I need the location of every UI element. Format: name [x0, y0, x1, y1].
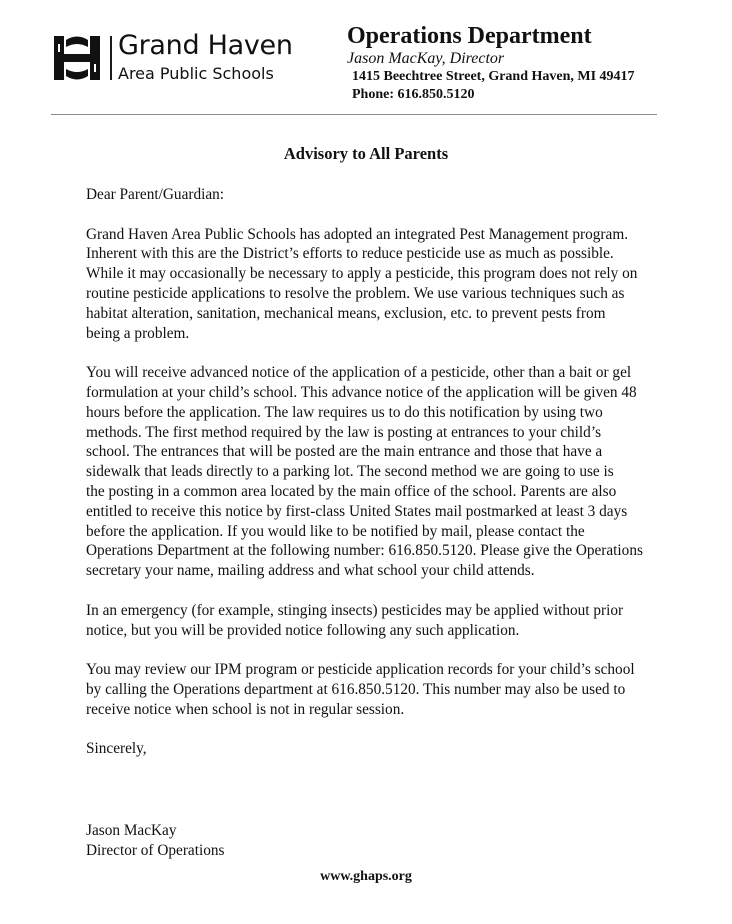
department-address: 1415 Beechtree Street, Grand Haven, MI 49417	[352, 69, 635, 84]
text-line: You will receive advanced notice of the application of a pesticide, other than a bait or gel	[86, 364, 632, 382]
paragraph-1	[86, 225, 676, 344]
gh-monogram-icon	[52, 34, 102, 82]
org-name: Grand Haven	[118, 30, 293, 61]
org-subname: Area Public Schools	[118, 64, 274, 83]
paragraph-2	[86, 363, 676, 581]
district-logo	[52, 30, 297, 90]
closing: Sincerely,	[86, 740, 147, 758]
text-line: Inherent with this are the District’s efforts to reduce pesticide use as much as possible.	[86, 245, 614, 263]
text-line: Operations Department at the following number: 616.850.5120. Please give the Operations	[86, 542, 643, 560]
department-director: Jason MacKay, Director	[347, 50, 505, 67]
department-block	[347, 22, 677, 104]
paragraph-3	[86, 601, 676, 641]
department-title: Operations Department	[347, 23, 592, 49]
signature-block	[86, 821, 224, 861]
department-phone: Phone: 616.850.5120	[352, 87, 475, 102]
text-line: secretary your name, mailing address and what school your child attends.	[86, 562, 535, 580]
header-divider	[51, 114, 657, 115]
website-link[interactable]: www.ghaps.org	[320, 869, 412, 884]
salutation: Dear Parent/Guardian:	[86, 186, 225, 203]
text-line: hours before the application. The law requires us to do this notification by using two	[86, 403, 603, 421]
letter-body	[86, 185, 676, 779]
paragraph-4	[86, 660, 676, 719]
text-line: being a problem.	[86, 324, 190, 342]
text-line: receive notice when school is not in regular session.	[86, 700, 405, 718]
footer	[0, 869, 732, 885]
text-line: entitled to receive this notice by first-class United States mail postmarked at least 3 days	[86, 502, 628, 520]
text-line: You may review our IPM program or pesticide application records for your child’s school	[86, 661, 635, 679]
text-line: notice, but you will be provided notice following any such application.	[86, 621, 520, 639]
text-line: by calling the Operations department at 616.850.5120. This number may also be used to	[86, 680, 626, 698]
document-title: Advisory to All Parents	[283, 144, 449, 163]
text-line: Grand Haven Area Public Schools has adopted an integrated Pest Management program.	[86, 225, 629, 243]
text-line: sidewalk that leads directly to a parking lot. The second method we are going to use is	[86, 463, 614, 481]
text-line: habitat alteration, sanitation, mechanical means, exclusion, etc. to prevent pests from	[86, 304, 606, 322]
text-line: formulation at your child’s school. This advance notice of the application will be given 48	[86, 383, 637, 401]
text-line: routine pesticide applications to resolve the problem. We use various techniques such as	[86, 284, 625, 302]
text-line: While it may occasionally be necessary to apply a pesticide, this program does not rely on	[86, 265, 638, 283]
text-line: school. The entrances that will be posted are the main entrance and those that have a	[86, 443, 603, 461]
signature-title: Director of Operations	[86, 841, 225, 859]
text-line: In an emergency (for example, stinging insects) pesticides may be applied without prior	[86, 601, 624, 619]
text-line: before the application. If you would like to be notified by mail, please contact the	[86, 522, 585, 540]
logo-divider	[110, 36, 112, 80]
signature-name: Jason MacKay	[86, 822, 177, 839]
text-line: methods. The first method required by the law is posting at entrances to your child’s	[86, 423, 602, 441]
text-line: the posting in a common area located by the main office of the school. Parents are also	[86, 482, 617, 500]
